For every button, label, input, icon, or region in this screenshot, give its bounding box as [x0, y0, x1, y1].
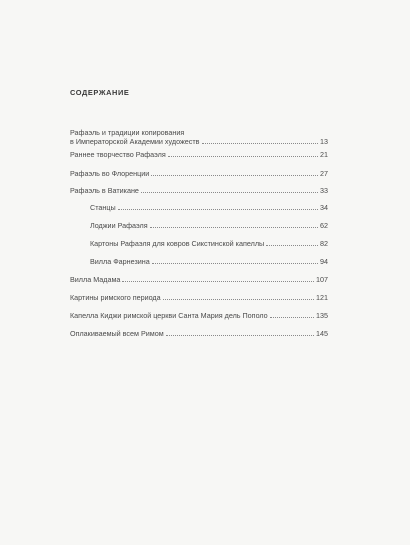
dot-leader	[122, 280, 314, 282]
toc-entry-page: 82	[320, 239, 328, 248]
toc-entry-label: Вилла Фарнезина	[90, 257, 150, 266]
toc-entry-page: 94	[320, 257, 328, 266]
toc-entry-label: Оплакиваемый всем Римом	[70, 329, 164, 338]
toc-entry	[70, 169, 328, 178]
dot-leader	[150, 226, 318, 228]
toc-entry-label: Лоджии Рафаэля	[90, 221, 148, 230]
toc-entry-page: 145	[316, 329, 328, 338]
toc-entry-page: 27	[320, 169, 328, 178]
toc-entry-page: 21	[320, 150, 328, 159]
dot-leader	[266, 244, 318, 246]
dot-leader	[166, 334, 314, 336]
toc-entry-label: Раннее творчество Рафаэля	[70, 150, 166, 159]
dot-leader	[152, 262, 318, 264]
dot-leader	[202, 142, 318, 144]
dot-leader	[168, 155, 318, 157]
dot-leader	[118, 208, 318, 210]
toc-entry-label: Картины римского периода	[70, 293, 161, 302]
toc-entry	[70, 293, 328, 302]
toc-entry-page: 135	[316, 311, 328, 320]
dot-leader	[141, 191, 318, 193]
toc-entry-label: в Императорской Академии художеств	[70, 137, 200, 146]
toc-entry	[90, 257, 328, 266]
toc-entry-page: 62	[320, 221, 328, 230]
toc-entry-page: 107	[316, 275, 328, 284]
dot-leader	[151, 174, 318, 176]
contents-heading: СОДЕРЖАНИЕ	[70, 88, 130, 97]
toc-entry-label: Рафаэль и традиции копирования	[70, 128, 185, 137]
dot-leader	[270, 316, 314, 318]
toc-entry	[70, 329, 328, 338]
toc-entry	[90, 221, 328, 230]
toc-entry-label: Вилла Мадама	[70, 275, 121, 284]
toc-entry	[90, 203, 328, 212]
toc-entry	[70, 150, 328, 159]
toc-entry-page: 13	[320, 137, 328, 146]
toc-entry-page: 121	[316, 293, 328, 302]
toc-entry-page: 33	[320, 186, 328, 195]
toc-entry	[90, 239, 328, 248]
dot-leader	[163, 298, 314, 300]
toc-entry-label: Капелла Киджи римской церкви Санта Мария дель Пополо	[70, 311, 268, 320]
toc-entry-label: Картоны Рафаэля для ковров Сикстинской капеллы	[90, 239, 265, 248]
toc-entry	[70, 186, 328, 195]
toc-entry	[70, 311, 328, 320]
toc-entry-label: Рафаэль в Ватикане	[70, 186, 139, 195]
toc-entry-page: 34	[320, 203, 328, 212]
toc-entry-label: Рафаэль во Флоренции	[70, 169, 150, 178]
toc-entry-label: Станцы	[90, 203, 116, 212]
toc-entry	[70, 275, 328, 284]
toc-entry	[70, 128, 328, 146]
